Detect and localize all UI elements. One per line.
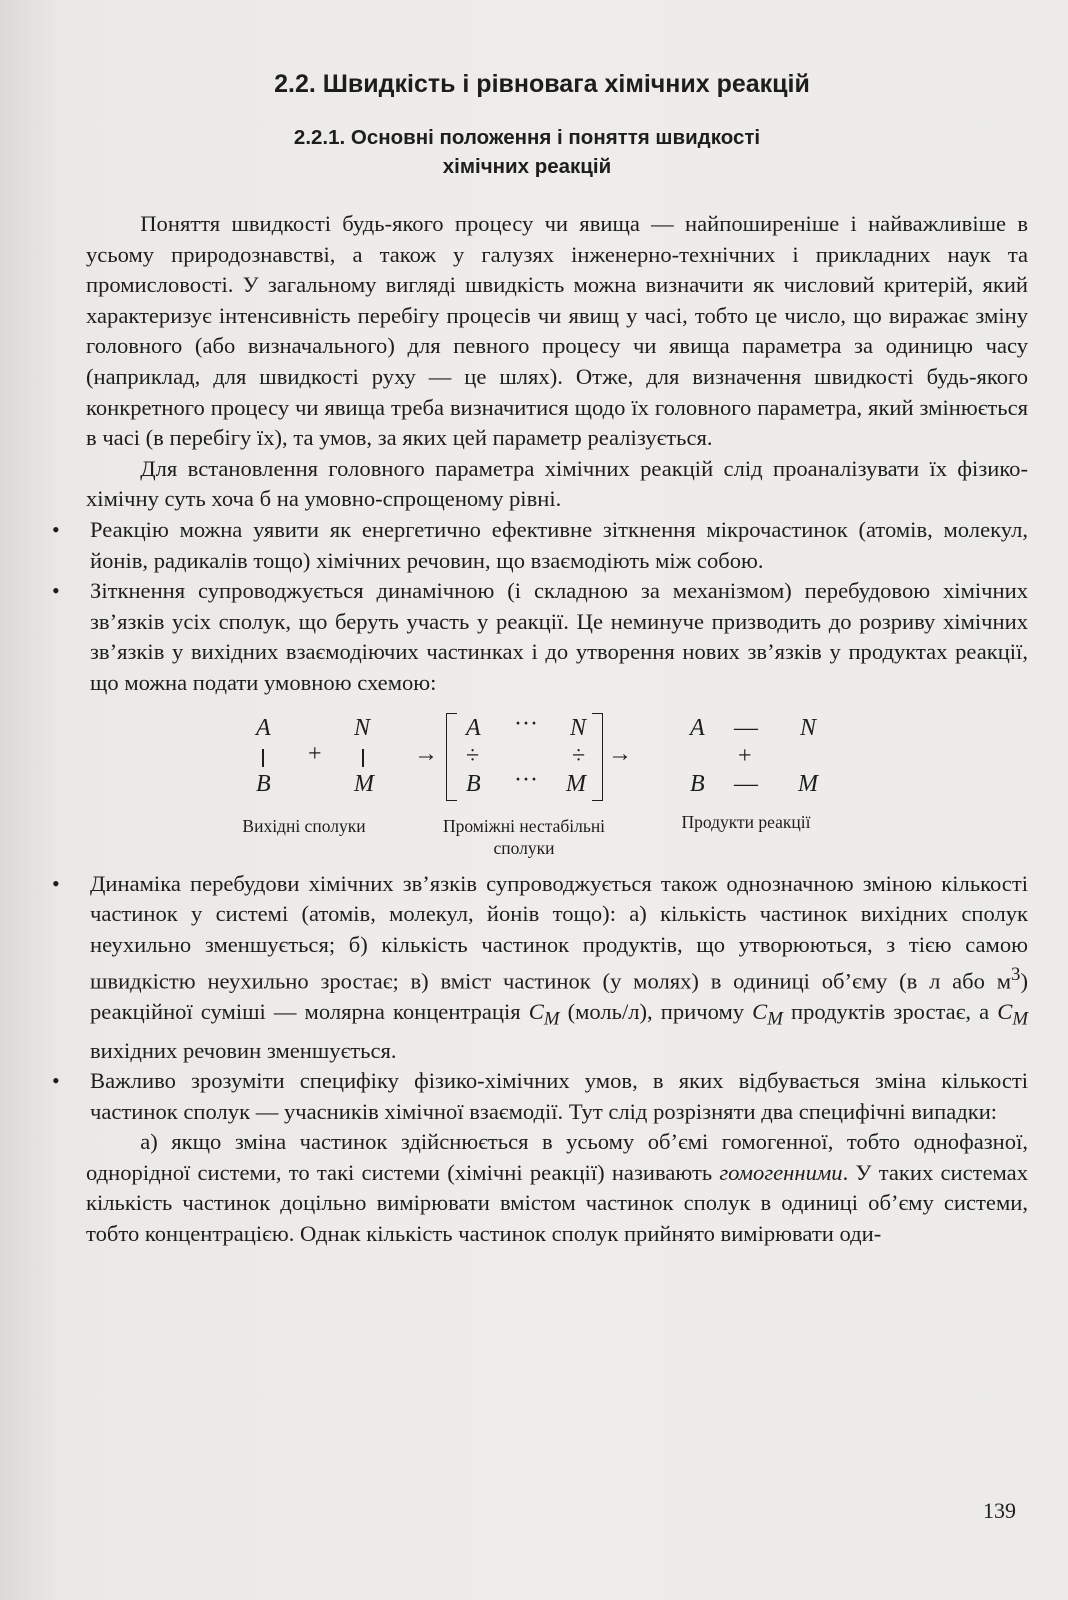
scheme-arrow-2: → — [608, 740, 632, 767]
bullet-3-text — [90, 869, 1028, 1067]
subsection-title — [86, 123, 1028, 181]
molar-concentration-symbol: $C_M$ — [528, 999, 560, 1030]
paragraph-3 — [86, 1127, 1028, 1249]
scheme-N-right: N — [800, 714, 817, 741]
bullet-2-text: Зіткнення супроводжується динамічною (і складною за механізмом) перебудовою хімічних зв’язків усіх сполук, що беруть участь у реакції. Це неминуче призводить до розриву хімічних зв’язків у вихідних взаємодіючих частинках і до утворення нових зв’язків у продуктах реакції, що можна подати умовною схемою: — [90, 578, 1028, 695]
molar-concentration-symbol: $C_M$ — [997, 999, 1028, 1030]
reaction-scheme — [86, 710, 1028, 865]
scheme-arrow-1: → — [414, 740, 438, 767]
bullet-dot: • — [52, 516, 60, 542]
bullet-item-2 — [52, 576, 1028, 698]
bullet-4-text: Важливо зрозуміти специфіку фізико-хімічних умов, в яких відбувається зміна кількості частинок сполук — учасників хімічної взаємодії. Тут слід розрізняти два специфічні випадки: — [90, 1068, 1028, 1124]
scheme-N-mid: N — [570, 714, 587, 741]
scheme-plus-left: + — [308, 740, 322, 767]
scheme-dashed-right: ÷ — [572, 742, 586, 769]
section-title: 2.2. Швидкість і рівновага хімічних реакцій — [274, 70, 810, 98]
bullet-dot: • — [52, 1068, 60, 1094]
paragraph-2: Для встановлення головного параметра хімічних реакцій слід проаналізувати їх фізико-хімічну суть хоча б на умовно-спрощеному рівні. — [86, 455, 1028, 512]
scheme-M-left: M — [354, 770, 374, 797]
caption-intermediates — [412, 815, 636, 859]
page-number: 139 — [983, 1498, 1016, 1523]
term-homogeneous: гомогенними — [719, 1159, 843, 1185]
scheme-plus-right: + — [738, 742, 752, 769]
subsection-title-line1: 2.2.1. Основні положення і поняття швидкості — [293, 126, 761, 149]
superscript-3: 3 — [1011, 964, 1021, 986]
right-bracket — [592, 713, 603, 801]
bullet-dot: • — [52, 870, 60, 896]
bullet-3-part-e: вихідних речовин зменшується. — [90, 1037, 397, 1063]
scheme-dash-bottom: — — [734, 770, 758, 797]
subsection-title-line2: хімічних реакцій — [442, 155, 612, 178]
scheme-A-left: A — [256, 714, 271, 741]
scheme-B-left: B — [256, 770, 271, 797]
bullet-item-1 — [52, 515, 1028, 576]
left-bracket — [446, 713, 457, 801]
bond-line-left — [262, 749, 264, 767]
scheme-B-mid: B — [466, 770, 481, 797]
scheme-dash-top: — — [734, 714, 758, 741]
paragraph-3-part-b: . У таких системах кількість частинок доцільно вимірювати вмістом частинок сполук в одиниці об’єму системи, тобто концентрацією. Однак кількість частинок сполук прийнято вимірювати оди- — [86, 1159, 1028, 1247]
scheme-A-right: A — [690, 714, 705, 741]
bullet-3-part-d: продуктів зростає, а — [782, 999, 998, 1025]
bullet-item-4 — [52, 1066, 1028, 1127]
scheme-A-mid: A — [466, 714, 481, 741]
caption-products: Продукти реакції — [681, 811, 811, 832]
molar-concentration-symbol: $C_M$ — [752, 999, 783, 1030]
scheme-dashed-left: ÷ — [466, 742, 480, 769]
paragraph-3-part-a: а) якщо зміна частинок здійснюється в усьому об’ємі гомогенної, тобто однофазної, однорідної системи, то такі системи (хімічні реакції) називають — [86, 1129, 1028, 1185]
bullet-item-3 — [52, 869, 1028, 1067]
scheme-dots-top: ··· — [514, 710, 538, 737]
bond-line-right — [362, 749, 364, 767]
paragraph-1: Поняття швидкості будь-якого процесу чи явища — найпоширеніше і найважливіше в усьому природознавстві, а також у галузях інженерно-технічних і прикладних наук та промисловості. У загальному вигляді швидкість можна визначити як числовий критерій, який характеризує інтенсивність перебігу процесів чи явищ у часі, тобто це число, що виражає зміну головного (або визначального) для певного процесу чи явища параметра за одиницю часу (наприклад, для швидкості руху — це шлях). Отже, для визначення швидкості будь-якого конкретного процесу чи явища треба визначитися щодо їх головного параметра, який змінюється в часі (в перебігу їх), та умов, за яких цей параметр реалізується. — [86, 211, 1028, 451]
caption-reactants: Вихідні сполуки — [242, 815, 366, 836]
scheme-dots-bottom: ··· — [514, 766, 538, 793]
bullet-3-part-c: (моль/л), причому — [559, 999, 753, 1025]
bullet-3-part-b: ) реакційної суміші — молярна концентрація — [90, 968, 1028, 1025]
bullet-1-text: Реакцію можна уявити як енергетично ефективне зіткнення мікрочастинок (атомів, молекул, йонів, радикалів тощо) хімічних речовин, що взаємодіють між собою. — [90, 516, 1028, 573]
caption-intermediates-line1: Проміжні нестабільні — [442, 815, 606, 836]
scheme-B-right: B — [690, 770, 705, 797]
scheme-M-mid: M — [566, 770, 586, 797]
caption-intermediates-line2: сполуки — [493, 837, 555, 858]
bullet-3-part-a: Динаміка перебудови хімічних зв’язків супроводжується також однозначною зміною кількості частинок у системі (атомів, молекул, йонів тощо): а) кількість частинок вихідних сполук неухильно зменшується; б) кількість частинок продуктів, що утворюються, з тією самою швидкістю неухильно зростає; в) вміст частинок (у молях) в одиниці об’єму (в л або м — [90, 870, 1028, 994]
scheme-M-right: M — [798, 770, 818, 797]
scheme-N-left: N — [354, 714, 371, 741]
bullet-dot: • — [52, 578, 60, 604]
